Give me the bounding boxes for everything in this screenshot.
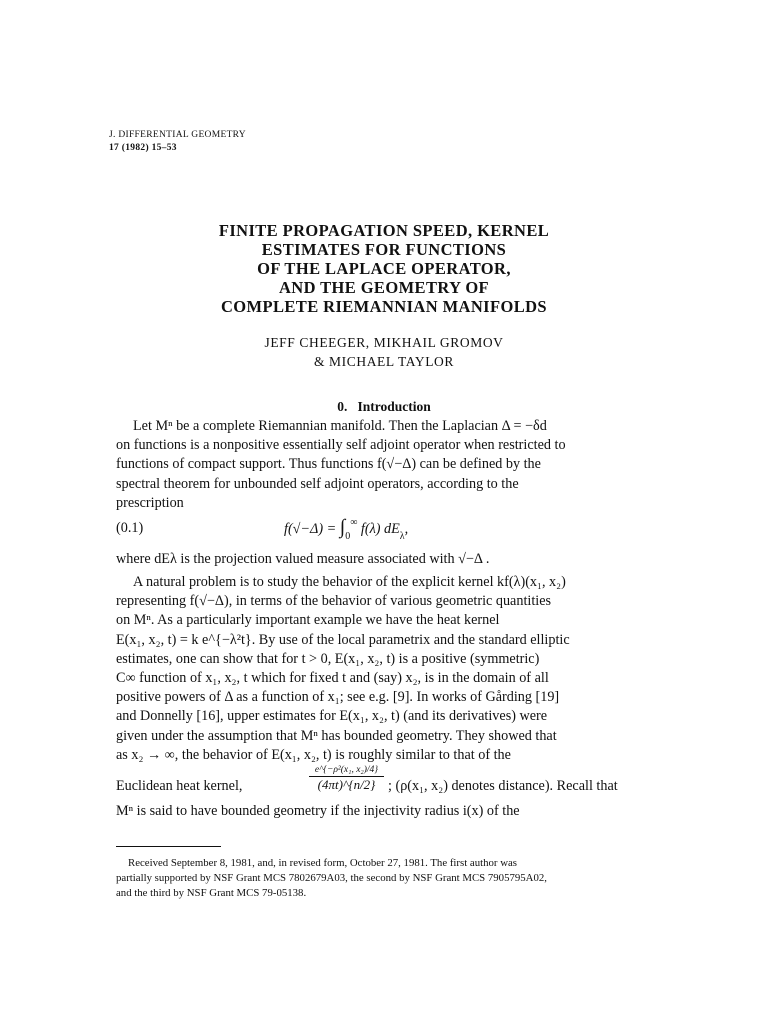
- text-line: positive powers of Δ as a function of x₁; see e.g. [9]. In works of Gårding [19]: [116, 689, 560, 706]
- paragraph-measure: where dEλ is the projection valued measure associated with √−Δ .: [116, 551, 490, 567]
- text-line: A natural problem is to study the behavior of the explicit kernel kf(λ)(x₁, x₂): [133, 574, 566, 590]
- text-line: functions of compact support. Thus functions f(√−Δ) can be defined by the: [116, 456, 541, 473]
- footnote-line: and the third by NSF Grant MCS 79-05138.: [116, 887, 307, 899]
- journal-name: J. DIFFERENTIAL GEOMETRY: [109, 130, 246, 140]
- fraction-numerator: e^{−ρ²(x₁, x₂)/4}: [309, 765, 384, 777]
- text-line: Let Mⁿ be a complete Riemannian manifold. Then the Laplacian Δ = −δd: [133, 418, 547, 434]
- equation-rhs: f(λ) dE: [360, 521, 400, 537]
- equation-0-1: [116, 516, 662, 546]
- text-line: as x₂ → ∞, the behavior of E(x₁, x₂, t) is roughly similar to that of the: [116, 746, 511, 763]
- paragraph-kernel: [116, 573, 662, 765]
- heat-fraction: [309, 765, 384, 793]
- text-line: on functions is a nonpositive essentially self adjoint operator when restricted to: [116, 437, 566, 454]
- journal-volume: 17 (1982) 15–53: [109, 143, 177, 153]
- section-heading: [100, 399, 668, 415]
- equation-lhs: f(√−Δ) =: [284, 521, 337, 537]
- footnote: [116, 856, 666, 901]
- text-line: E(x₁, x₂, t) = k e^{−λ²t}. By use of the local parametrix and the standard elliptic: [116, 631, 570, 648]
- title-line: FINITE PROPAGATION SPEED, KERNEL: [218, 221, 550, 240]
- journal-header: [109, 129, 246, 155]
- heat-lead: Euclidean heat kernel,: [116, 778, 243, 794]
- heat-kernel-line: [116, 765, 662, 805]
- author-list: [100, 333, 668, 371]
- fraction-denominator: (4πt)^{n/2}: [317, 777, 376, 792]
- section-title: Introduction: [357, 399, 431, 414]
- paper-title: [100, 221, 668, 316]
- heat-tail: ; (ρ(x₁, x₂) denotes distance). Recall that: [388, 778, 618, 794]
- integral-lower: 0: [345, 531, 351, 542]
- equation-end: ,: [404, 521, 409, 537]
- integral-upper: ∞: [350, 517, 358, 528]
- text-line: and Donnelly [16], upper estimates for E(x₁, x₂, t) (and its derivatives) were: [116, 708, 548, 725]
- title-line: AND THE GEOMETRY OF: [278, 278, 490, 297]
- footnote-line: Received September 8, 1981, and, in revised form, October 27, 1981. The first author was: [128, 857, 517, 869]
- text-line: estimates, one can show that for t > 0, E(x₁, x₂, t) is a positive (symmetric): [116, 650, 540, 667]
- integral-sign: ∫: [339, 516, 346, 538]
- footnote-rule: [116, 846, 221, 847]
- equation-number: (0.1): [116, 520, 144, 536]
- equation-body: [284, 516, 408, 542]
- text-line: on Mⁿ. As a particularly important example we have the heat kernel: [116, 612, 500, 629]
- paragraph-intro: [116, 417, 662, 513]
- title-line: COMPLETE RIEMANNIAN MANIFOLDS: [220, 297, 548, 316]
- text-line: C∞ function of x₁, x₂, t which for fixed t and (say) x₂, is in the domain of all: [116, 670, 549, 687]
- section-number: 0.: [337, 399, 348, 414]
- text-line: prescription: [116, 494, 184, 511]
- title-line: OF THE LAPLACE OPERATOR,: [257, 259, 511, 278]
- text-line: given under the assumption that Mⁿ has bounded geometry. They showed that: [116, 727, 557, 744]
- equation-rhs-sub: λ: [399, 531, 405, 542]
- authors-line-2: & MICHAEL TAYLOR: [313, 354, 455, 369]
- authors-line-1: JEFF CHEEGER, MIKHAIL GROMOV: [264, 335, 504, 350]
- paragraph-bounded: Mⁿ is said to have bounded geometry if the injectivity radius i(x) of the: [116, 803, 520, 819]
- text-line: representing f(√−Δ), in terms of the behavior of various geometric quantities: [116, 593, 552, 610]
- footnote-line: partially supported by NSF Grant MCS 7802679A03, the second by NSF Grant MCS 7905795A02,: [116, 872, 547, 884]
- title-line: ESTIMATES FOR FUNCTIONS: [261, 240, 507, 259]
- text-line: spectral theorem for unbounded self adjoint operators, according to the: [116, 475, 519, 492]
